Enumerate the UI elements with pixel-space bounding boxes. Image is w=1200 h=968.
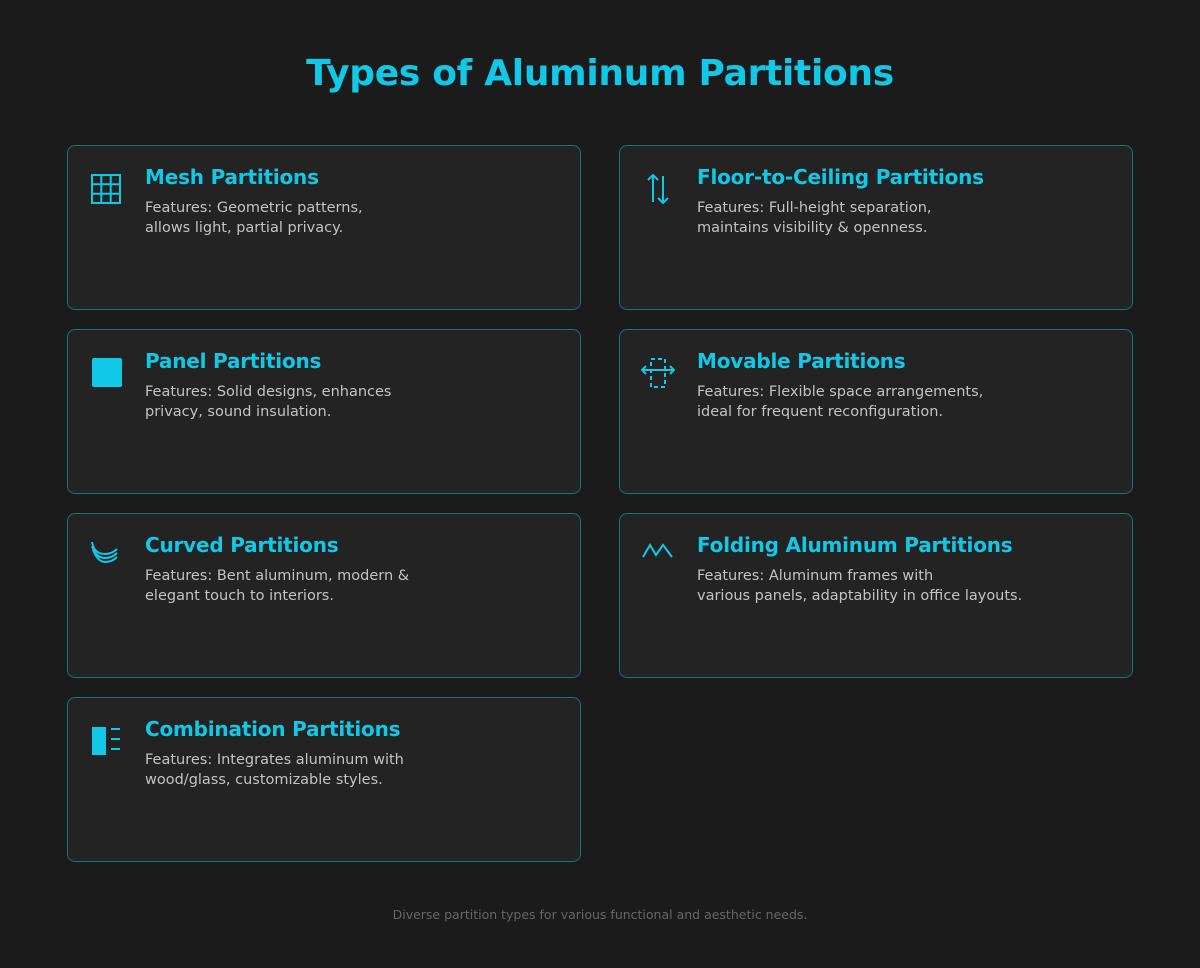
solid-panel-icon <box>89 356 123 390</box>
card-title: Mesh Partitions <box>145 165 319 189</box>
card-title: Folding Aluminum Partitions <box>697 533 1013 557</box>
vertical-arrows-icon <box>641 172 675 206</box>
card-mesh-partitions <box>67 145 581 310</box>
card-title: Floor-to-Ceiling Partitions <box>697 165 984 189</box>
footer-caption: Diverse partition types for various functional and aesthetic needs. <box>392 907 808 922</box>
card-combination-partitions <box>67 697 581 862</box>
card-movable-partitions <box>619 329 1133 494</box>
partition-types-grid <box>67 145 1133 862</box>
card-description: Features: Geometric patterns, allows light, partial privacy. <box>145 200 363 236</box>
card-floor-to-ceiling-partitions <box>619 145 1133 310</box>
move-panel-icon <box>641 356 675 390</box>
card-description: Features: Flexible space arrangements, ideal for frequent reconfiguration. <box>697 384 984 420</box>
zigzag-fold-icon <box>641 540 675 574</box>
grid-mesh-icon <box>89 172 123 206</box>
card-title: Combination Partitions <box>145 717 401 741</box>
curved-lines-icon <box>89 540 123 574</box>
card-description: Features: Aluminum frames with various panels, adaptability in office layouts. <box>697 568 1023 604</box>
card-title: Movable Partitions <box>697 349 906 373</box>
card-title: Curved Partitions <box>145 533 339 557</box>
card-curved-partitions <box>67 513 581 678</box>
card-title: Panel Partitions <box>145 349 322 373</box>
card-folding-aluminum-partitions <box>619 513 1133 678</box>
card-description: Features: Solid designs, enhances privacy, sound insulation. <box>145 384 392 420</box>
card-description: Features: Bent aluminum, modern & elegant touch to interiors. <box>145 568 410 604</box>
card-description: Features: Full-height separation, maintains visibility & openness. <box>697 200 932 236</box>
card-description: Features: Integrates aluminum with wood/glass, customizable styles. <box>145 752 404 788</box>
page-title: Types of Aluminum Partitions <box>306 53 894 94</box>
card-panel-partitions <box>67 329 581 494</box>
combination-panel-icon <box>89 724 123 758</box>
